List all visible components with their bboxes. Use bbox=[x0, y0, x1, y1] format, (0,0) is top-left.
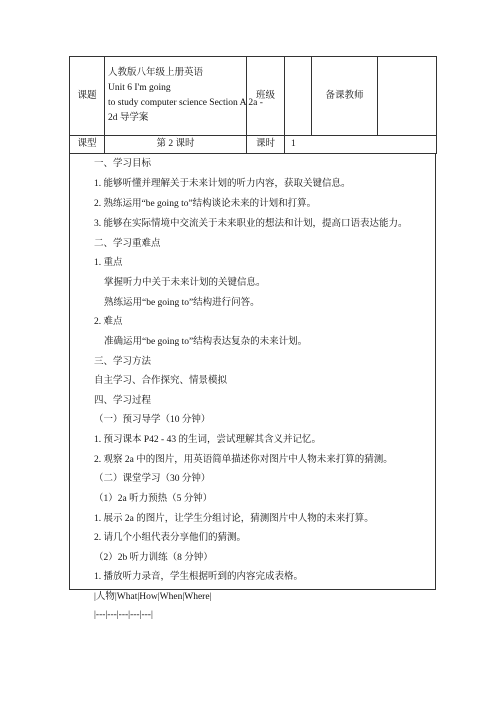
content-line: （1）2a 听力预热（5 分钟） bbox=[94, 494, 213, 504]
lesson-content-box bbox=[69, 153, 436, 620]
content-line: 2. 熟练运用“be going to”结构谈论未来的计划和打算。 bbox=[94, 199, 317, 209]
content-line: （二）课堂学习（30 分钟） bbox=[94, 474, 211, 484]
lesson-hours-value: 1 bbox=[285, 136, 437, 154]
topic-label: 课题 bbox=[70, 57, 105, 136]
content-line: （2）2b 听力训练（8 分钟） bbox=[94, 553, 213, 563]
content-line: 自主学习、合作探究、情景模拟 bbox=[94, 376, 228, 386]
content-line: 一、学习目标 bbox=[94, 159, 152, 169]
content-line: 1. 重点 bbox=[94, 258, 123, 268]
topic-title bbox=[105, 57, 263, 136]
teacher-value bbox=[378, 57, 437, 136]
topic-title-line: Unit 6 I'm going bbox=[108, 83, 171, 93]
content-line: （一）预习导学（10 分钟） bbox=[94, 415, 211, 425]
teacher-label: 备课教师 bbox=[312, 57, 378, 136]
content-line: 二、学习重难点 bbox=[94, 239, 161, 249]
lesson-hours-label: 课时 bbox=[247, 136, 285, 154]
content-line: 掌握听力中关于未来计划的关键信息。 bbox=[104, 278, 266, 288]
content-line: 1. 能够听懂并理解关于未来计划的听力内容，获取关键信息。 bbox=[94, 179, 351, 189]
content-line: |---|---|---|---|---| bbox=[94, 610, 153, 620]
content-line: 2. 难点 bbox=[94, 317, 123, 327]
class-value bbox=[285, 57, 312, 136]
lesson-header-table bbox=[69, 56, 437, 154]
content-line: 四、学习过程 bbox=[94, 396, 152, 406]
class-label: 班级 bbox=[247, 57, 285, 136]
content-line: 1. 预习课本 P42 - 43 的生词，尝试理解其含义并记忆。 bbox=[94, 435, 321, 445]
content-line: 1. 展示 2a 的图片，让学生分组讨论，猜测图片中人物的未来打算。 bbox=[94, 514, 374, 524]
content-line: 3. 能够在实际情境中交流关于未来职业的想法和计划，提高口语表达能力。 bbox=[94, 219, 408, 229]
content-line: 2. 请几个小组代表分享他们的猜测。 bbox=[94, 533, 247, 543]
content-line: 2. 观察 2a 中的图片，用英语简单描述你对图片中人物未来打算的猜测。 bbox=[94, 455, 393, 465]
content-line: 三、学习方法 bbox=[94, 357, 152, 367]
content-line: 1. 播放听力录音，学生根据听到的内容完成表格。 bbox=[94, 572, 304, 582]
content-line: |人物|What|How|When|Where| bbox=[94, 592, 212, 602]
topic-title-line: to study computer science Section A 2a - bbox=[108, 98, 263, 108]
lesson-type-label: 课型 bbox=[70, 136, 105, 154]
content-line: 熟练运用“be going to”结构进行问答。 bbox=[104, 298, 260, 308]
topic-title-line: 人教版八年级上册英语 bbox=[108, 68, 204, 78]
lesson-type-value: 第 2 课时 bbox=[105, 136, 247, 154]
topic-title-line: 2d 导学案 bbox=[108, 113, 149, 123]
content-line: 准确运用“be going to”结构表达复杂的未来计划。 bbox=[104, 337, 308, 347]
